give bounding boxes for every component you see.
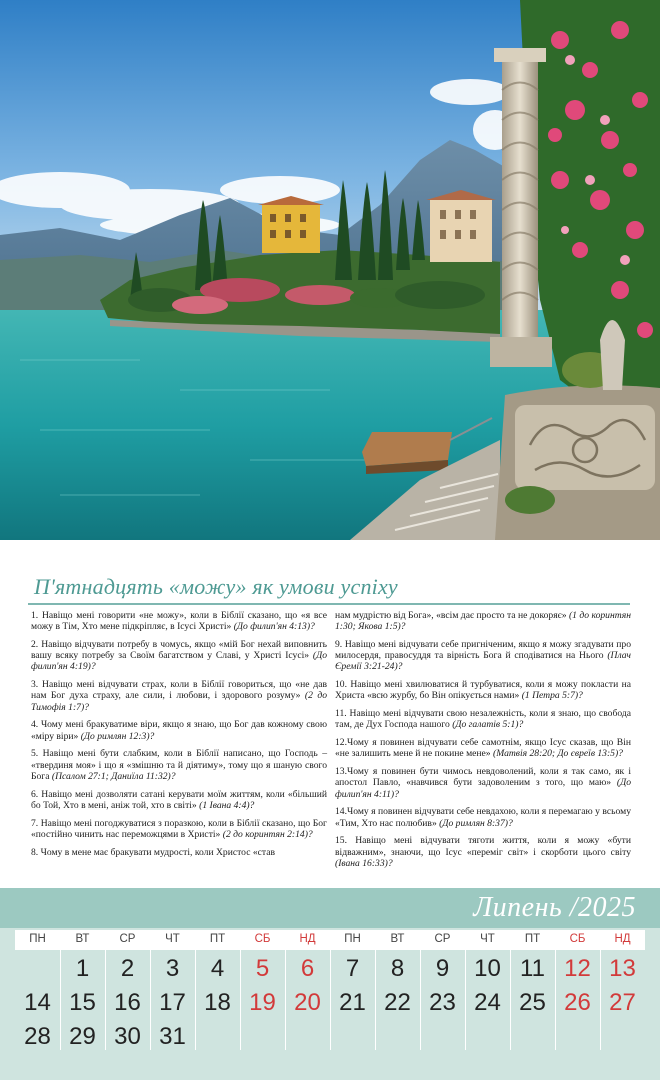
list-item: [335, 708, 631, 730]
item-reference: (Плач Єремії 3:21-24)?: [335, 650, 631, 673]
item-reference: (До филип'ян 4:19)?: [31, 650, 327, 673]
item-text: 9. Навіщо мені відчувати себе пригніченим, якщо я можу згадувати про милосердя, правосуддя та вірність Бога й сподіватися на Нього: [335, 639, 631, 662]
list-item: [31, 748, 327, 782]
item-text: 3. Навіщо мені відчувати страх, коли в Біблії говориться, що «не дав нам Бог духа страху, але сили, і любови, і здорового розуму»: [31, 679, 327, 702]
calendar-day: 17: [159, 989, 186, 1016]
month-separator: /: [569, 892, 578, 923]
calendar-day: 19: [249, 989, 276, 1016]
calendar-day: 28: [24, 1023, 51, 1050]
weekday-label: ПН: [344, 933, 361, 945]
weekday-label: ПТ: [524, 933, 541, 945]
calendar-day: 29: [69, 1023, 96, 1050]
calendar-day: 2: [120, 955, 135, 982]
weekday-label: ВТ: [390, 933, 405, 945]
calendar-day: 3: [165, 955, 180, 982]
weekday-label: СР: [119, 933, 136, 945]
text-column-left: [31, 610, 327, 864]
weekday-label: НД: [614, 933, 631, 945]
weekday-label: СБ: [569, 933, 586, 945]
calendar-day: 24: [474, 989, 501, 1016]
calendar-day: 7: [345, 955, 360, 982]
calendar-day: 22: [384, 989, 411, 1016]
calendar-day: 14: [24, 989, 51, 1016]
calendar-day: 12: [564, 955, 591, 982]
title-underline: [28, 603, 630, 605]
calendar-day: 6: [300, 955, 315, 982]
year-label: 2025: [578, 892, 636, 923]
list-item-continuation: [335, 610, 631, 632]
calendar-day: 4: [210, 955, 225, 982]
list-item: [31, 789, 327, 811]
calendar-day: 31: [159, 1023, 186, 1050]
item-text: 11. Навіщо мені відчувати свою незалежність, коли я знаю, що свобода там, де Дух Господа нашого: [335, 708, 631, 731]
item-reference: (1 Петра 5:7)?: [521, 690, 583, 702]
item-reference: (До филип'ян 4:11)?: [335, 777, 631, 800]
calendar-day: 30: [114, 1023, 141, 1050]
weekday-label: ВТ: [75, 933, 90, 945]
month-label: Липень: [473, 892, 563, 923]
calendar-day: 16: [114, 989, 141, 1016]
item-reference: (Івана 16:33)?: [335, 857, 393, 869]
calendar-day: 13: [609, 955, 636, 982]
calendar-day: 9: [435, 955, 450, 982]
calendar-day: 27: [609, 989, 636, 1016]
list-item: [31, 847, 327, 858]
item-text: нам мудрістю від Бога», «всім дає просто та не докоряє»: [335, 610, 567, 621]
calendar-day: 10: [474, 955, 501, 982]
item-reference: (До римлян 8:37)?: [439, 817, 513, 829]
item-reference: (1 до коринтян 1:30; Якова 1:5)?: [335, 610, 631, 633]
weekday-label: ЧТ: [480, 933, 495, 945]
item-text: 15. Навіщо мені відчувати тяготи життя, коли я можу «бути відважним», знаючи, що Ісус «переміг світ» і скорботи цього світу: [335, 835, 631, 858]
list-item: [335, 679, 631, 701]
list-item: [31, 679, 327, 713]
list-item: [335, 766, 631, 800]
list-item: [31, 719, 327, 741]
weekday-label: ЧТ: [165, 933, 180, 945]
calendar-day: 18: [204, 989, 231, 1016]
calendar-day: 23: [429, 989, 456, 1016]
item-reference: (2 до коринтян 2:14)?: [222, 828, 313, 840]
item-text: 10. Навіщо мені хвилюватися й турбуватися, коли я можу покласти на Христа «всю журбу, бо Він опікується нами»: [335, 679, 631, 702]
item-text: 8. Чому в мене має бракувати мудрості, коли Христос «став: [31, 846, 276, 858]
calendar-day: 8: [390, 955, 405, 982]
item-text: 6. Навіщо мені дозволяти сатані керувати моїм життям, коли «більший бо Той, Хто в мені, аніж той, хто в світі»: [31, 788, 327, 811]
item-reference: (1 Івана 4:4)?: [199, 799, 255, 811]
weekday-label: ПН: [29, 933, 46, 945]
item-text: 7. Навіщо мені погоджуватися з поразкою, коли в Біблії сказано, що Бог «постійно чинить нас переможцями в Христі»: [31, 817, 327, 840]
weekday-label: НД: [299, 933, 316, 945]
item-text: 2. Навіщо відчувати потребу в чомусь, якщо «мій Бог нехай виповнить вашу всяку потребу за Своїм багатством у Славі, у Христі Ісусі»: [31, 639, 327, 662]
item-reference: (Псалом 27:1; Даниїла 11:32)?: [51, 770, 176, 782]
text-column-right: [335, 610, 631, 876]
item-reference: (2 до Тимофія 1:7)?: [31, 690, 327, 713]
calendar-day: 15: [69, 989, 96, 1016]
list-item: [31, 818, 327, 840]
item-text: 14.Чому я повинен відчувати себе невдахою, коли я перемагаю у всьому «Тим, Хто нас полюбив»: [335, 806, 631, 829]
calendar-day: 26: [564, 989, 591, 1016]
item-text: 12.Чому я повинен відчувати себе самотнім, якщо Ісус сказав, що Він «не залишить мене й не покине мене»: [335, 737, 631, 760]
weekday-label: СР: [434, 933, 451, 945]
list-item: [31, 639, 327, 673]
item-reference: (Матвія 28:20; До євреїв 13:5)?: [493, 748, 623, 760]
list-item: [335, 639, 631, 673]
list-item: [335, 806, 631, 828]
item-text: 13.Чому я повинен бути чимось невдоволений, коли я так само, як і апостол Павло, «навчився бути задоволеним з того, що маю»: [335, 766, 631, 789]
item-reference: (До филип'ян 4:13)?: [233, 621, 315, 633]
weekday-label: ПТ: [209, 933, 226, 945]
calendar-day: 1: [75, 955, 90, 982]
calendar-day: 25: [519, 989, 546, 1016]
calendar-day: 20: [294, 989, 321, 1016]
calendar-day: 21: [339, 989, 366, 1016]
list-item: [31, 610, 327, 632]
weekday-label: СБ: [254, 933, 271, 945]
item-text: 4. Чому мені бракуватиме віри, якщо я знаю, що Бог дав кожному свою «міру віри»: [31, 719, 327, 742]
item-text: 5. Навіщо мені бути слабким, коли в Біблії написано, що Господь – «твердиня моя» і що я «змішню та й діятиму», тому що я шаную свого Бога: [31, 748, 327, 782]
calendar-day: 11: [520, 955, 545, 982]
list-item: [335, 835, 631, 869]
calendar-day: 5: [255, 955, 270, 982]
item-reference: (До галатів 5:1)?: [452, 719, 524, 731]
item-text: 1. Навіщо мені говорити «не можу», коли в Біблії сказано, що «я все можу в Тім, Хто мене підкріпляє, в Ісусі Христі»: [31, 610, 327, 633]
list-item: [335, 737, 631, 759]
item-reference: (До римлян 12:3)?: [80, 730, 155, 742]
page-title: П'ятнадцять «можу» як умови успіху: [34, 574, 398, 599]
month-year-label: [473, 892, 636, 924]
